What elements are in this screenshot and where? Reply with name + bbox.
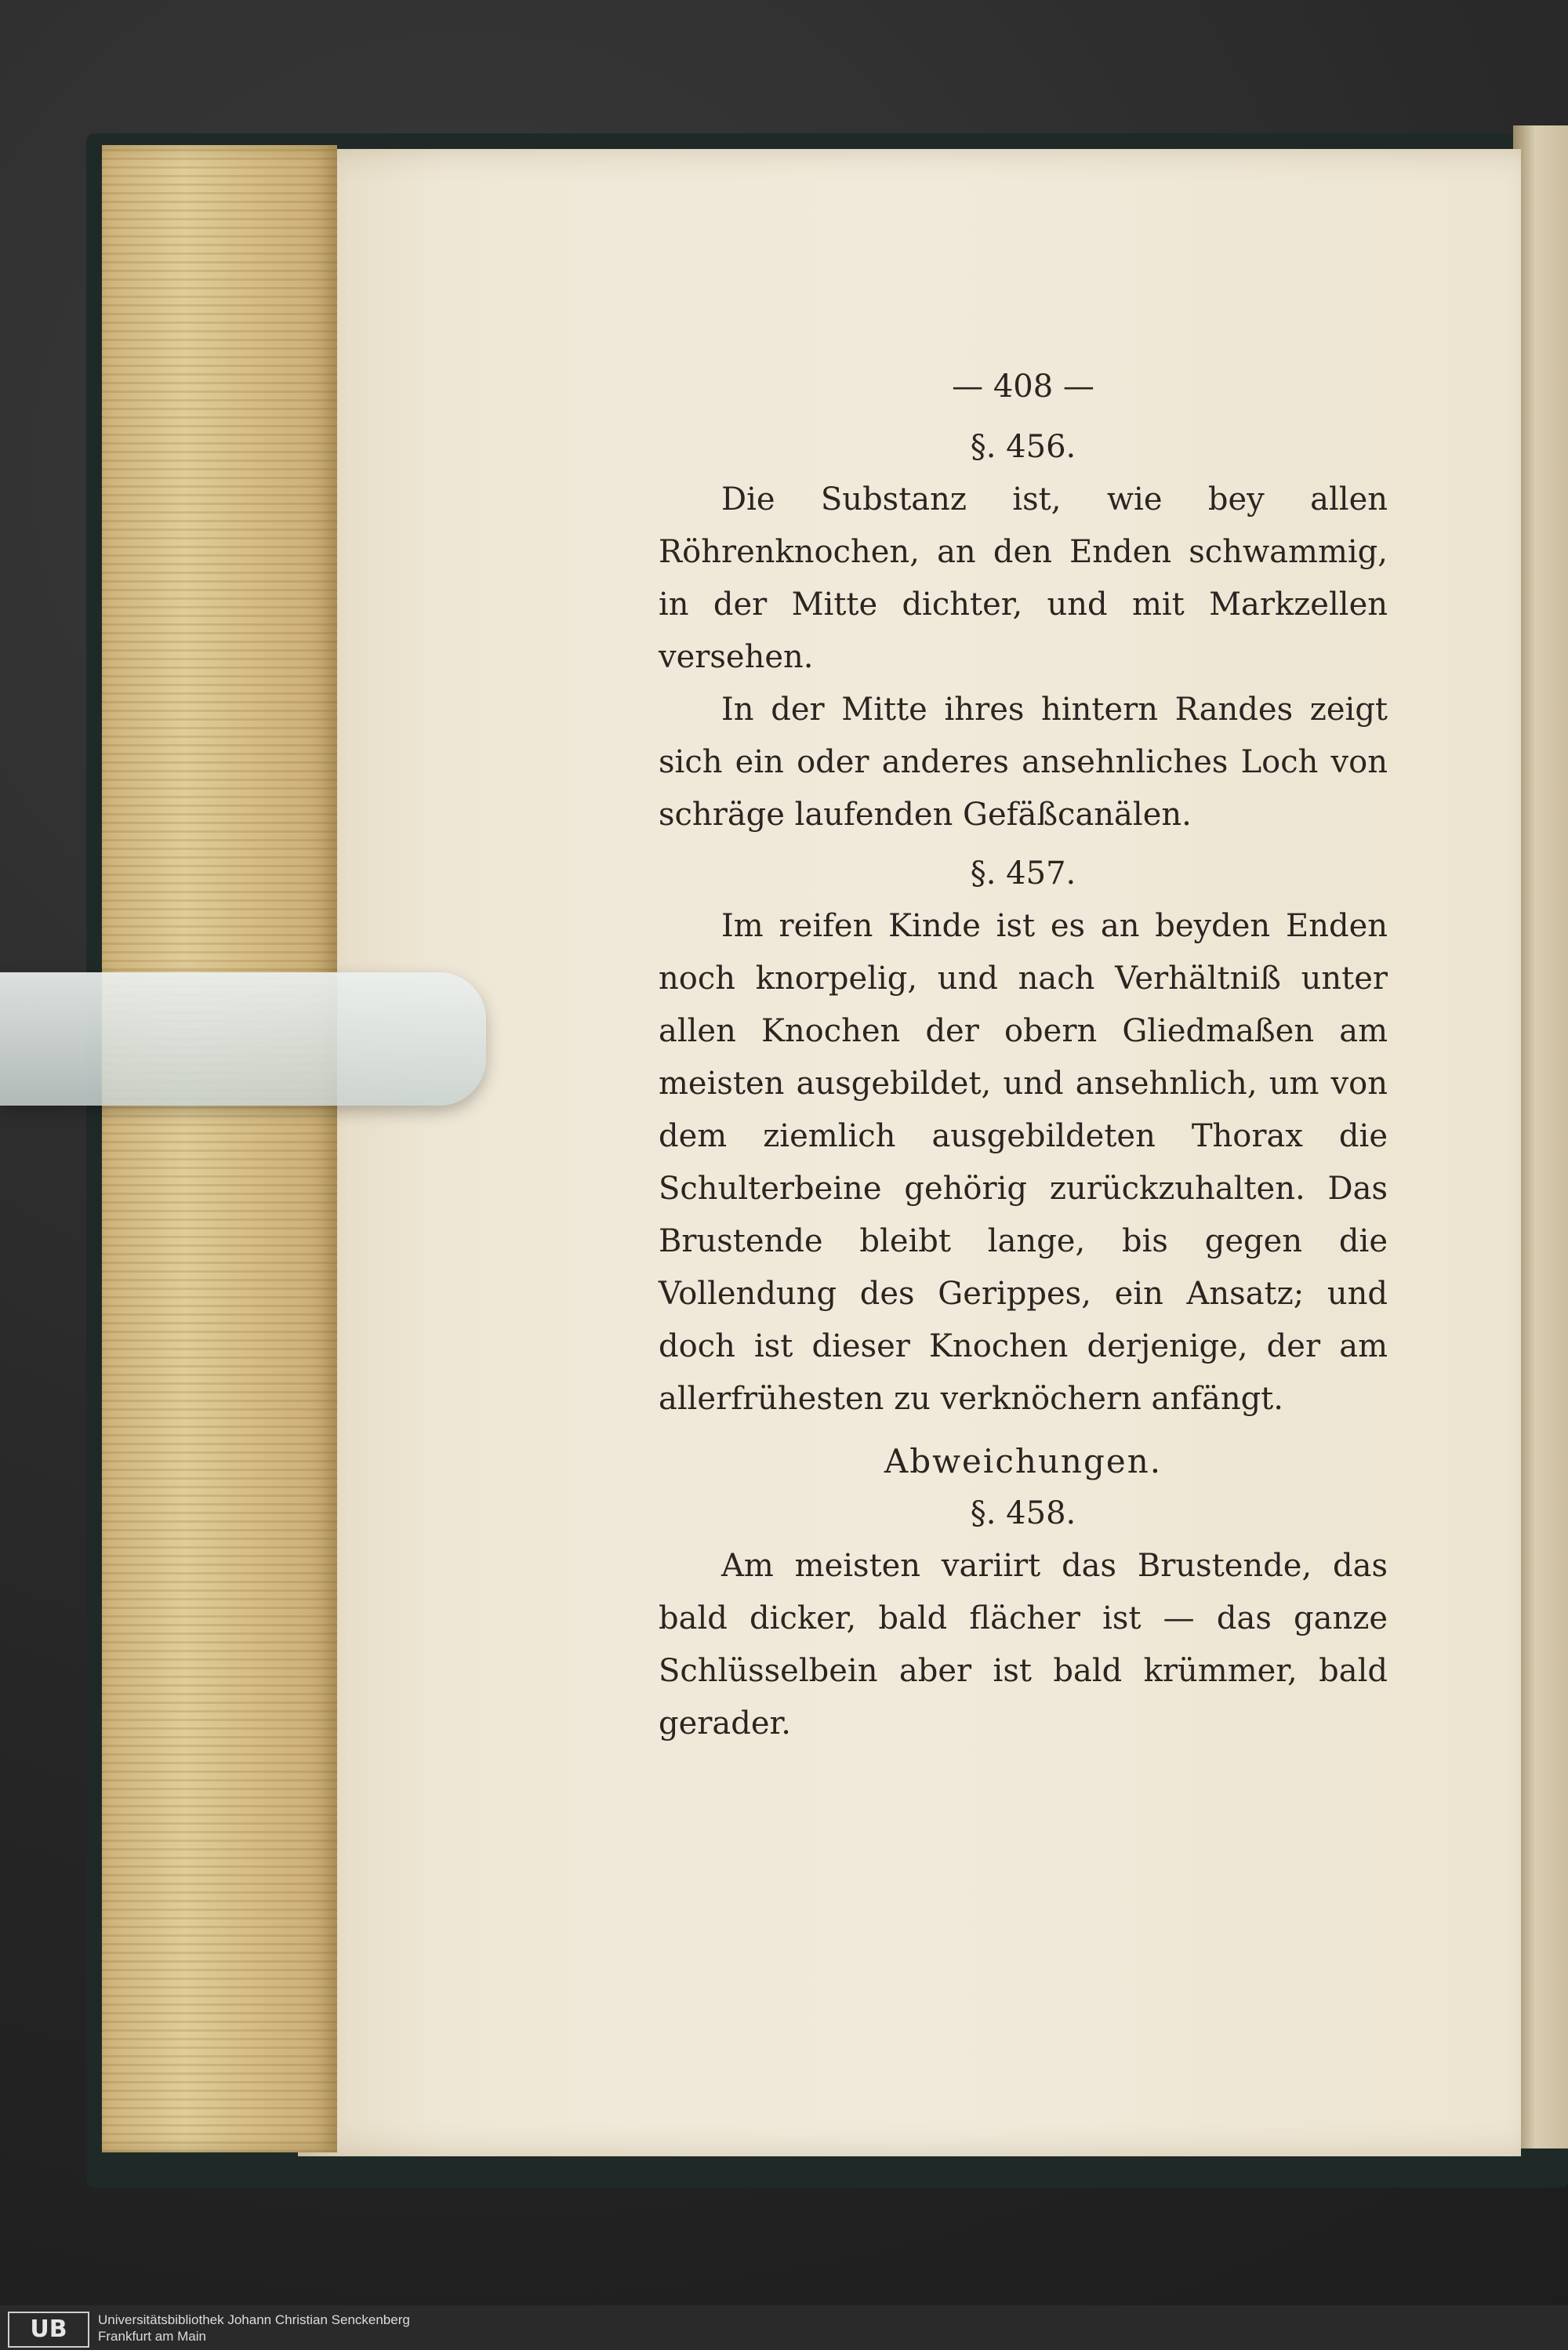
heading-abweichungen: Abweichungen. bbox=[884, 1442, 1163, 1480]
facing-page-edge bbox=[1513, 125, 1568, 2148]
footer-line-2: Frankfurt am Main bbox=[98, 2329, 206, 2344]
footer-line-1: Universitätsbibliothek Johann Christian Senckenberg bbox=[98, 2312, 410, 2327]
section-label-456: §. 456. bbox=[970, 429, 1076, 465]
paragraph-456-2: In der Mitte ihres hintern Randes zeigt sich ein oder anderes ansehnliches Loch von schräge laufenden Gefäßcanälen. bbox=[659, 692, 1388, 833]
page-text bbox=[659, 361, 1388, 1750]
paragraph-457-1: Im reifen Kinde ist es an beyden Enden noch knorpelig, und nach Verhältniß unter allen Knochen der obern Gliedmaßen am meisten ausgebildet, und ansehnlich, um von dem ziemlich ausgebildeten Thorax die Schulterbeine gehörig zurückzuhalten. Das Brustende bleibt lange, bis gegen die Vollendung des Gerippes, ein Ansatz; und doch ist dieser Knochen derjenige, der am allerfrühesten zu verknöchern anfängt. bbox=[659, 908, 1388, 1417]
paragraph-458-1: Am meisten variirt das Brustende, das bald dicker, bald flächer ist — das ganze Schlüsselbein aber ist bald krümmer, bald gerader. bbox=[659, 1548, 1388, 1742]
glass-page-weight bbox=[0, 972, 486, 1106]
footer-bar bbox=[0, 2305, 1568, 2350]
paragraph-456-1: Die Substanz ist, wie bey allen Röhrenknochen, an den Enden schwammig, in der Mitte dichter, und mit Markzellen versehen. bbox=[659, 481, 1388, 675]
library-logo: UB bbox=[8, 2312, 89, 2348]
section-label-458: §. 458. bbox=[970, 1495, 1076, 1531]
page-number: — 408 — bbox=[952, 369, 1094, 405]
page-block-edge bbox=[102, 145, 337, 2152]
footer-credit bbox=[98, 2312, 410, 2345]
section-label-457: §. 457. bbox=[970, 855, 1076, 892]
